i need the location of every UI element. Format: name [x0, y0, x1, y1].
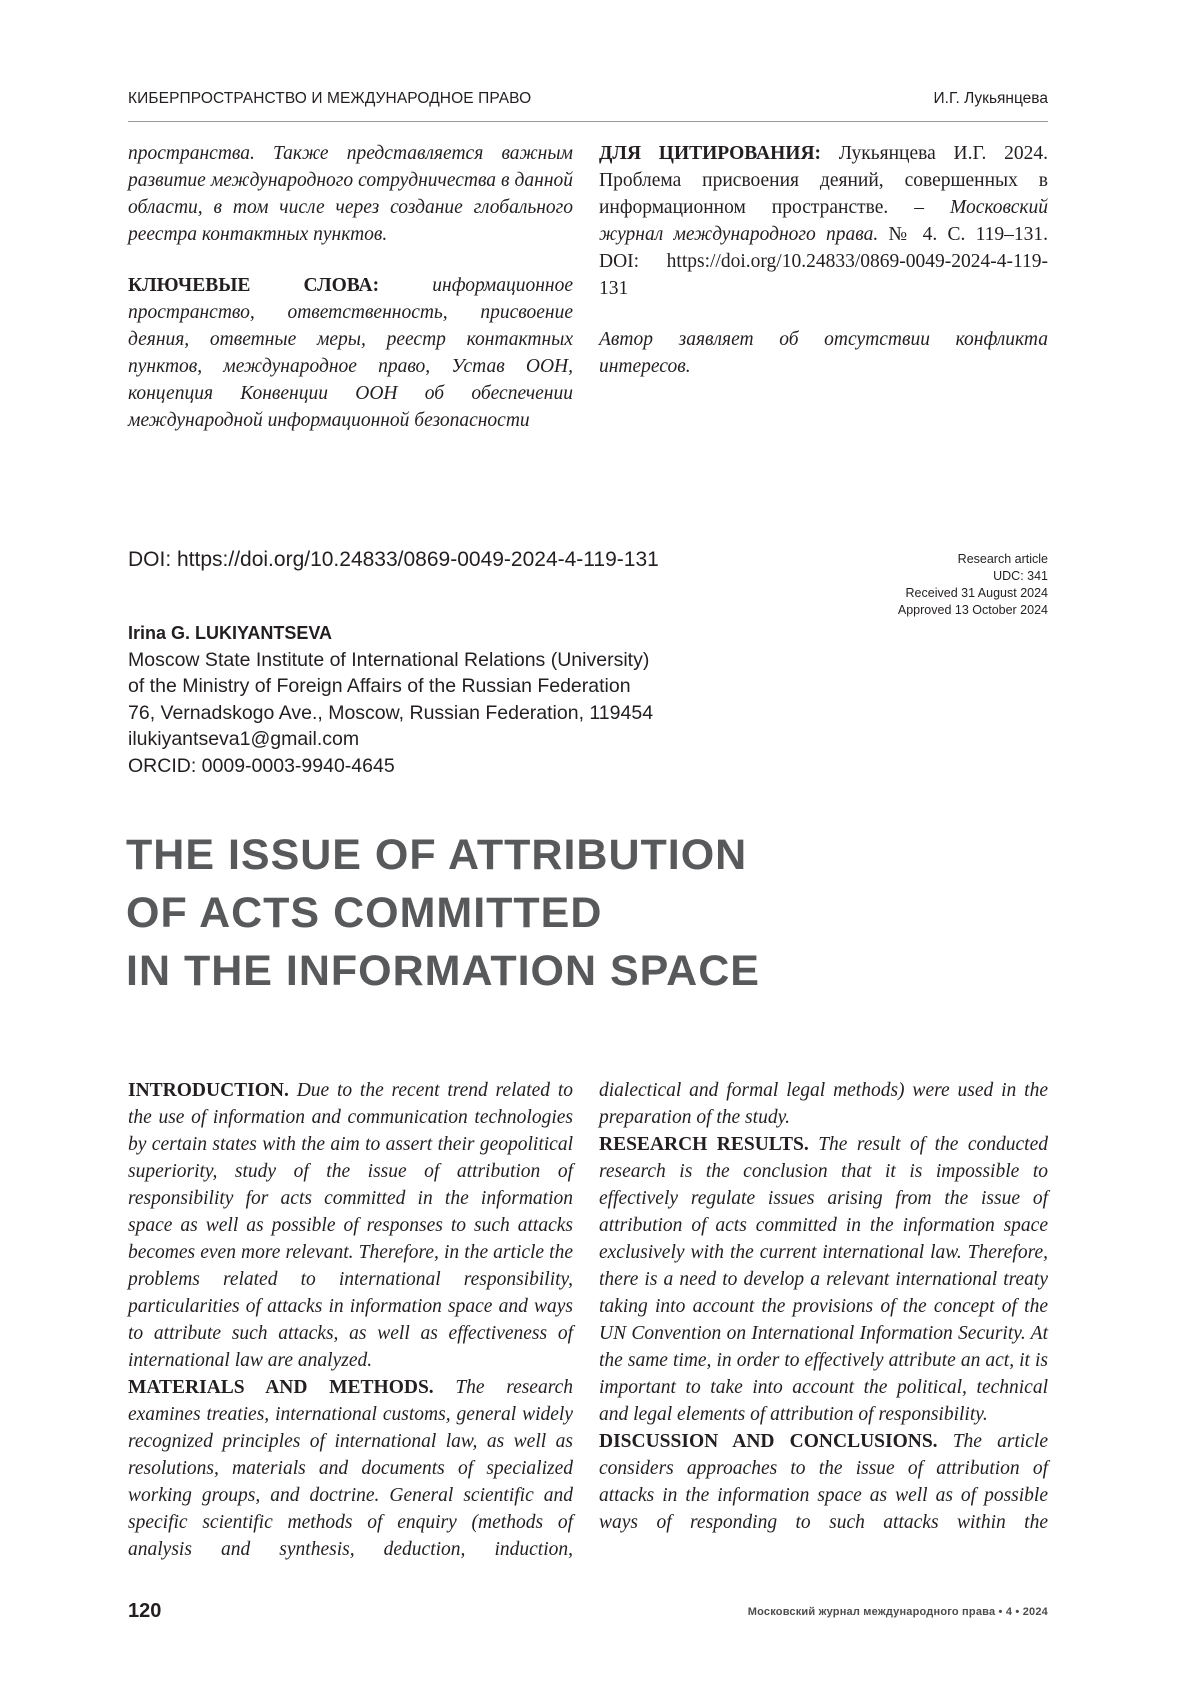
methods-heading: MATERIALS AND METHODS.	[128, 1377, 434, 1398]
author-affiliation-2: of the Ministry of Foreign Affairs of the Russian Federation	[128, 675, 631, 697]
article-received: Received 31 August 2024	[905, 586, 1048, 600]
author-email: ilukiyantseva1@gmail.com	[128, 728, 360, 750]
results-heading: RESEARCH RESULTS.	[599, 1134, 809, 1155]
running-header-section: КИБЕРПРОСТРАНСТВО И МЕЖДУНАРОДНОЕ ПРАВО	[128, 90, 532, 107]
discussion-text: The article considers approaches to the issue of attribution of attacks in the information space as well as of possible ways of responding to such attacks within the	[599, 1431, 1048, 1533]
introduction-heading: INTRODUCTION.	[128, 1080, 289, 1101]
methods-text-2: dialectical and formal legal methods) were used in the preparation of the study.	[599, 1080, 1048, 1128]
article-title-line-1: THE ISSUE OF ATTRIBUTION	[126, 831, 748, 879]
abstract-results	[599, 1131, 1048, 1428]
article-title-line-2: OF ACTS COMMITTED	[126, 889, 603, 937]
citation-text-2: № 4. С. 119–131. DOI: https://doi.org/10.24833/0869-0049-2024-4-119-131	[599, 224, 1049, 299]
citation-label: ДЛЯ ЦИТИРОВАНИЯ:	[599, 143, 822, 164]
running-header	[128, 88, 1048, 114]
methods-text-1: The research examines treaties, international customs, general widely recognized principles of international law, as well as resolutions, materials and documents of specialized working groups, and doctrine. General scientific and specific scientific methods of enquiry (methods of analysis and synthesis, deduction, induction,	[128, 1377, 573, 1560]
abstract-methods	[128, 1374, 573, 1563]
introduction-text: Due to the recent trend related to the use of information and communication technologies by certain states with the aim to assert their geopolitical superiority, study of the issue of attribution of responsibility for acts committed in the information space as well as possible of responses to such attacks becomes even more relevant. Therefore, in the article the problems related to international responsibility, particularities of attacks in information space and ways to attribute such attacks, as well as effectiveness of international law are analyzed.	[128, 1080, 574, 1371]
russian-keywords-text: информационное пространство, ответственность, присвоение деяния, ответные меры, реестр контактных пунктов, международное право, Устав ООН, концепция Конвенции ООН об обеспечении международной информационной безопасности	[128, 275, 574, 431]
citation-text-1: Лукьянцева И.Г. 2024. Проблема присвоения деяний, совершенных в информационном пространстве. –	[599, 143, 1049, 218]
abstract-right-column	[599, 1077, 1048, 1536]
russian-abstract-right-column	[599, 140, 1048, 380]
footer-journal: Московский журнал международного права • 4 • 2024	[747, 1606, 1048, 1618]
author-name: Irina G. LUKIYANTSEVA	[128, 623, 333, 643]
page-number: 120	[128, 1600, 162, 1622]
citation-block	[599, 140, 1048, 302]
abstract-discussion	[599, 1428, 1048, 1536]
author-orcid: ORCID: 0009-0003-9940-4645	[128, 754, 395, 777]
author-address: 76, Vernadskogo Ave., Moscow, Russian Federation, 119454	[128, 701, 654, 724]
russian-keywords	[128, 272, 573, 434]
article-approved: Approved 13 October 2024	[897, 603, 1048, 617]
article-doi: DOI: https://doi.org/10.24833/0869-0049-2024-4-119-131	[128, 548, 659, 571]
abstract-left-column	[128, 1077, 573, 1563]
article-udc: UDC: 341	[993, 569, 1048, 583]
article-title-line-3: IN THE INFORMATION SPACE	[126, 947, 760, 995]
russian-abstract-left-column	[128, 140, 573, 434]
russian-keywords-label: КЛЮЧЕВЫЕ СЛОВА:	[128, 275, 380, 296]
results-text: The result of the conducted research is the conclusion that it is impossible to effectively regulate issues arising from the issue of attribution of acts committed in the information space exclusively with the current international law. Therefore, there is a need to develop a relevant international treaty taking into account the provisions of the concept of the UN Convention on International Information Security. At the same time, in order to effectively attribute an act, it is important to take into account the political, technical and legal elements of attribution of responsibility.	[599, 1134, 1048, 1425]
article-type: Research article	[957, 552, 1048, 566]
abstract-introduction	[128, 1077, 573, 1374]
author-block	[128, 620, 653, 779]
author-affiliation-1: Moscow State Institute of International Relations (University)	[128, 648, 650, 671]
conflict-statement: Автор заявляет об отсутствии конфликта интересов.	[599, 329, 1048, 377]
citation-journal: Московский журнал международного права.	[599, 197, 1048, 245]
running-header-author: И.Г. Лукьянцева	[933, 90, 1048, 107]
article-title	[126, 826, 760, 1000]
article-meta	[898, 551, 1048, 619]
discussion-heading: DISCUSSION AND CONCLUSIONS.	[599, 1431, 938, 1452]
russian-abstract-continuation: пространства. Также представляется важным развитие международного сотрудничества в данной области, в том числе через создание глобального реестра контактных пунктов.	[128, 143, 573, 245]
header-divider	[128, 121, 1048, 122]
